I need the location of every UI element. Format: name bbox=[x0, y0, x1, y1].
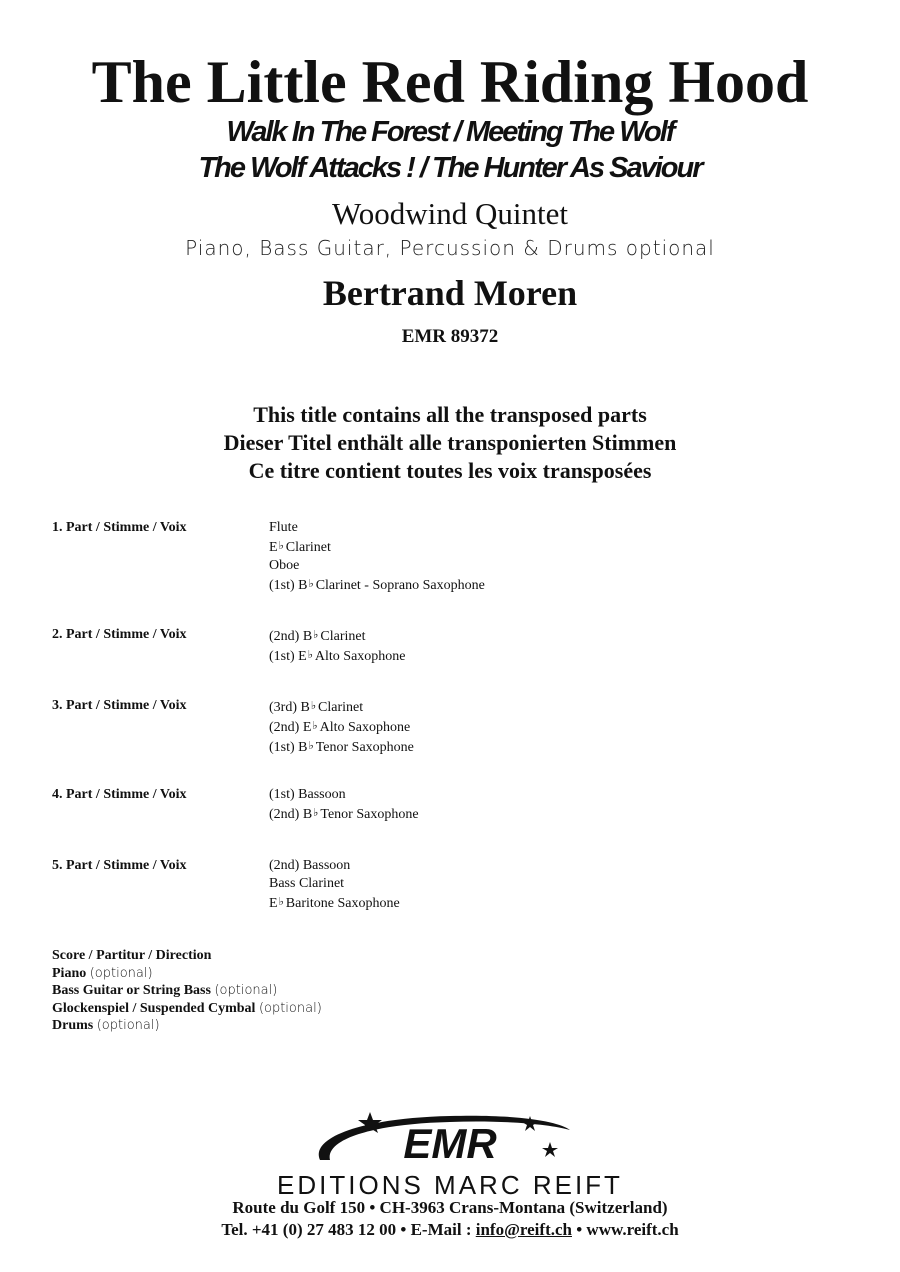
instrument-item: (2nd) Bassoon bbox=[269, 858, 351, 873]
flat-symbol: ♭ bbox=[308, 578, 314, 590]
additional-parts bbox=[52, 947, 322, 1035]
instrument-item: (1st) E♭ Alto Saxophone bbox=[269, 649, 406, 664]
logo-text: EMR bbox=[403, 1120, 497, 1167]
instrument-item: Bass Clarinet bbox=[269, 876, 345, 891]
website: • www.reift.ch bbox=[571, 1220, 679, 1239]
instrument-item: (1st) Bassoon bbox=[269, 787, 346, 802]
instrument-item: (3rd) B♭ Clarinet bbox=[269, 700, 364, 715]
instrument-item: (2nd) E♭ Alto Saxophone bbox=[269, 720, 411, 735]
notice-german: Dieser Titel enthält alle transponierten Stimmen bbox=[223, 430, 677, 455]
notice-english: This title contains all the transposed parts bbox=[253, 402, 647, 427]
instrument-item: (1st) B♭ Tenor Saxophone bbox=[269, 740, 414, 755]
part-4-label: 4. Part / Stimme / Voix bbox=[52, 787, 187, 802]
flat-symbol: ♭ bbox=[278, 540, 284, 552]
emr-logo bbox=[300, 1108, 600, 1170]
extra-bass: Bass Guitar or String Bass (optional) bbox=[52, 983, 278, 998]
star-icon bbox=[542, 1142, 558, 1157]
extra-drums: Drums (optional) bbox=[52, 1018, 160, 1033]
instrument-item: (1st) B♭ Clarinet - Soprano Saxophone bbox=[269, 578, 485, 593]
part-1-instruments bbox=[269, 519, 485, 595]
flat-symbol: ♭ bbox=[313, 629, 319, 641]
flat-symbol: ♭ bbox=[308, 740, 314, 752]
extra-piano: Piano (optional) bbox=[52, 965, 153, 981]
extra-score: Score / Partitur / Direction bbox=[52, 948, 212, 963]
publisher-name: EDITIONS MARC REIFT bbox=[277, 1170, 623, 1200]
flat-symbol: ♭ bbox=[312, 720, 318, 732]
flat-symbol: ♭ bbox=[307, 649, 313, 661]
email-link[interactable]: info@reift.ch bbox=[475, 1220, 572, 1239]
catalog-number: EMR 89372 bbox=[401, 326, 499, 347]
extra-glockenspiel: Glockenspiel / Suspended Cymbal (optional) bbox=[52, 1000, 322, 1016]
part-5-instruments bbox=[269, 857, 400, 913]
flat-symbol: ♭ bbox=[278, 896, 284, 908]
instrument-item: Oboe bbox=[269, 558, 300, 573]
part-3-instruments bbox=[269, 697, 414, 757]
instrument-item: (2nd) B♭ Tenor Saxophone bbox=[269, 807, 419, 822]
instrument-item: E♭ Clarinet bbox=[269, 540, 331, 555]
publisher-address: Route du Golf 150 • CH-3963 Crans-Montana (Switzerland) bbox=[232, 1198, 668, 1217]
instrument-item: Flute bbox=[269, 520, 298, 535]
part-3-label: 3. Part / Stimme / Voix bbox=[52, 698, 187, 713]
composer-name: Bertrand Moren bbox=[322, 273, 578, 313]
instrument-item: E♭ Baritone Saxophone bbox=[269, 896, 400, 911]
flat-symbol: ♭ bbox=[310, 700, 317, 712]
score-title: The Little Red Riding Hood bbox=[91, 49, 809, 115]
publisher-contact: Tel. +41 (0) 27 483 12 00 • E-Mail : info@reift.ch • www.reift.ch bbox=[221, 1220, 679, 1239]
instrument-item: (2nd) B♭ Clarinet bbox=[269, 629, 366, 644]
part-4-instruments bbox=[269, 786, 419, 824]
part-2-instruments bbox=[269, 626, 406, 666]
part-5-label: 5. Part / Stimme / Voix bbox=[52, 858, 187, 873]
notice-french: Ce titre contient toutes les voix transposées bbox=[248, 458, 652, 483]
movements-line-2: The Wolf Attacks ! / The Hunter As Saviour bbox=[198, 152, 702, 184]
flat-symbol: ♭ bbox=[313, 807, 319, 819]
optional-instruments: Piano, Bass Guitar, Percussion & Drums optional bbox=[185, 236, 715, 260]
part-1-label: 1. Part / Stimme / Voix bbox=[52, 520, 187, 535]
movements-line-1: Walk In The Forest / Meeting The Wolf bbox=[226, 116, 674, 148]
ensemble-name: Woodwind Quintet bbox=[331, 196, 568, 231]
part-2-label: 2. Part / Stimme / Voix bbox=[52, 627, 187, 642]
